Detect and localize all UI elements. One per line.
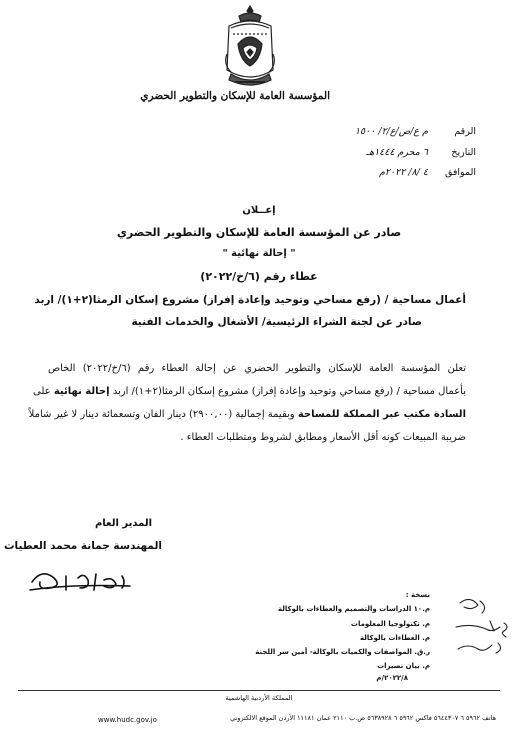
body-line-1: تعلن المؤسسة العامة للإسكان والتطوير الحضري عن إحالة العطاء رقم (٦/خ/٢٠٢٢) الخاص xyxy=(48,363,466,374)
handwritten-signature xyxy=(26,554,138,600)
copy-recipient: م.١٠ الدراسات والتصميم والعطاءات بالوكالة xyxy=(278,605,430,613)
announcement-title: إعــلان xyxy=(242,205,276,216)
gregorian-date-value: ٤ /٨/ ٢٠٢٢م xyxy=(379,167,428,178)
body-line-2-text: بأعمال مساحية / (رفع مساحي وتوحيد وإعادة إفراز) مشروع إسكان الرمثا(٢+١)/ اربد xyxy=(112,386,466,397)
copies-heading: نسخة : xyxy=(405,591,430,599)
awarded-company: السادة مكتب عبر المملكة للمساحة xyxy=(297,409,466,420)
footer-kingdom: المملكة الأردنية الهاشمية xyxy=(225,694,293,702)
body-line-2 xyxy=(33,385,466,399)
reference-label: الرقم xyxy=(454,126,476,137)
copy-recipient: م. العطاءات بالوكالة xyxy=(360,634,430,642)
body-line-3 xyxy=(28,408,466,422)
tender-number: عطاء رقم (٦/خ/٢٠٢٢) xyxy=(200,270,318,283)
copy-recipient: ر.ق. المواصفات والكميات بالوكالة- أمين سر اللجنة xyxy=(255,648,430,656)
body-line-4: ضريبة المبيعات كونه أقل الأسعار ومطابق لشروط ومتطلبات العطاء . xyxy=(180,432,466,443)
announcement-type: " إحالة نهائية " xyxy=(222,248,296,259)
copy-recipient: م. تكنولوجيا المعلومات xyxy=(350,620,430,628)
gregorian-date-label: الموافق xyxy=(444,167,476,178)
footer-contact-info: هاتف ٥٩٦٢ ٦ ٥٦٤٤٣٠٧ فاكس ٥٩٦٢ ٦ ٥٦٣٨٩٢٨ ص.ب ٢١١٠ عمان ١١١٨١ الأردن الموقع الالكتروني xyxy=(230,714,496,722)
announcement-issuer: صادر عن المؤسسة العامة للإسكان والتطوير الحضري xyxy=(116,226,402,239)
signatory-title: المدير العام xyxy=(94,518,152,529)
organization-name: المؤسسة العامة للإسكان والتطوير الحضري xyxy=(140,90,330,102)
signatory-name: المهندسة جمانة محمد العطيات xyxy=(3,540,162,552)
footer-website-link[interactable]: www.hudc.gov.jo xyxy=(98,716,157,724)
handwritten-initials xyxy=(450,593,514,659)
copy-recipient: م. بيان نصيرات xyxy=(377,662,430,670)
reference-value: م ع/ص/ع/٢/ ١٥٠٠ xyxy=(354,126,428,137)
reference-number-row xyxy=(276,126,476,142)
issuing-committee: صادر عن لجنة الشراء الرئيسية/ الأشغال والخدمات الفنية xyxy=(131,316,422,328)
coat-of-arms-emblem xyxy=(221,4,279,88)
footer-divider xyxy=(18,690,500,691)
gregorian-date-row xyxy=(276,167,476,183)
hijri-date-row xyxy=(276,147,476,163)
final-award-phrase: إحالة نهائية xyxy=(53,386,110,397)
copy-date: ٢٠٢٢/٨/م xyxy=(376,674,408,682)
award-value-text: وبقيمة إجمالية (٢٩٠٠,٠٠) دينار الفان وتسعمائة دينار لا غير شاملاً xyxy=(28,409,295,420)
hijri-date-label: التاريخ xyxy=(451,147,476,158)
project-description: أعمال مساحية / (رفع مساحي وتوحيد وإعادة إفراز) مشروع إسكان الرمثا(٢+١)/ اربد xyxy=(34,294,466,306)
hijri-date-value: ٦ محرم ١٤٤٤هـ xyxy=(366,147,428,158)
body-line-2-end: على xyxy=(33,386,51,397)
